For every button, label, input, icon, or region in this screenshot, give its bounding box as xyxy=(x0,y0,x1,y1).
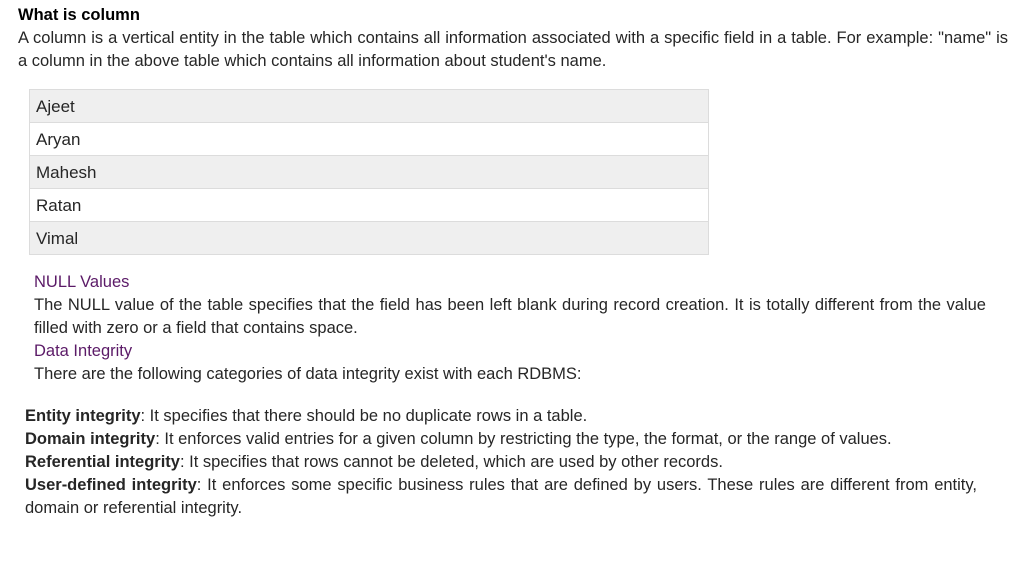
table-cell: Vimal xyxy=(30,222,709,255)
list-item xyxy=(25,405,977,428)
table-row xyxy=(30,156,709,189)
data-integrity-description: There are the following categories of data integrity exist with each RDBMS: xyxy=(34,365,582,383)
column-heading: What is column xyxy=(18,6,140,24)
list-item xyxy=(25,428,977,451)
data-integrity-heading: Data Integrity xyxy=(34,342,133,360)
column-description: A column is a vertical entity in the table which contains all information associated with a specific field in a table. For example: "name" is a column in the above table which contains all information about student's name. xyxy=(18,29,1008,70)
table-cell: Ajeet xyxy=(30,90,709,123)
list-item xyxy=(25,474,977,520)
list-item-term: Referential integrity xyxy=(25,453,180,471)
list-item-term: Domain integrity xyxy=(25,430,156,448)
list-item-description: : It specifies that there should be no duplicate rows in a table. xyxy=(140,407,588,425)
list-item-term: User-defined integrity xyxy=(25,476,197,494)
list-item xyxy=(25,451,977,474)
table-row xyxy=(30,90,709,123)
null-values-heading: NULL Values xyxy=(34,273,130,291)
table-row xyxy=(30,123,709,156)
null-values-description: The NULL value of the table specifies that the field has been left blank during record creation. It is totally different from the value filled with zero or a field that contains space. xyxy=(34,296,986,337)
list-item-term: Entity integrity xyxy=(25,407,141,425)
table-row xyxy=(30,189,709,222)
list-item-description: : It specifies that rows cannot be deleted, which are used by other records. xyxy=(179,453,723,471)
table-row xyxy=(30,222,709,255)
table-cell: Aryan xyxy=(30,123,709,156)
table-cell: Ratan xyxy=(30,189,709,222)
null-and-integrity-section xyxy=(34,271,986,386)
integrity-list xyxy=(25,405,977,520)
list-item-description: : It enforces valid entries for a given column by restricting the type, the format, or the range of values. xyxy=(155,430,892,448)
column-section xyxy=(18,4,1008,73)
list-item-description: : It enforces some specific business rules that are defined by users. These rules are different from entity, domain or referential integrity. xyxy=(25,476,978,517)
name-table xyxy=(29,89,709,255)
table-cell: Mahesh xyxy=(30,156,709,189)
